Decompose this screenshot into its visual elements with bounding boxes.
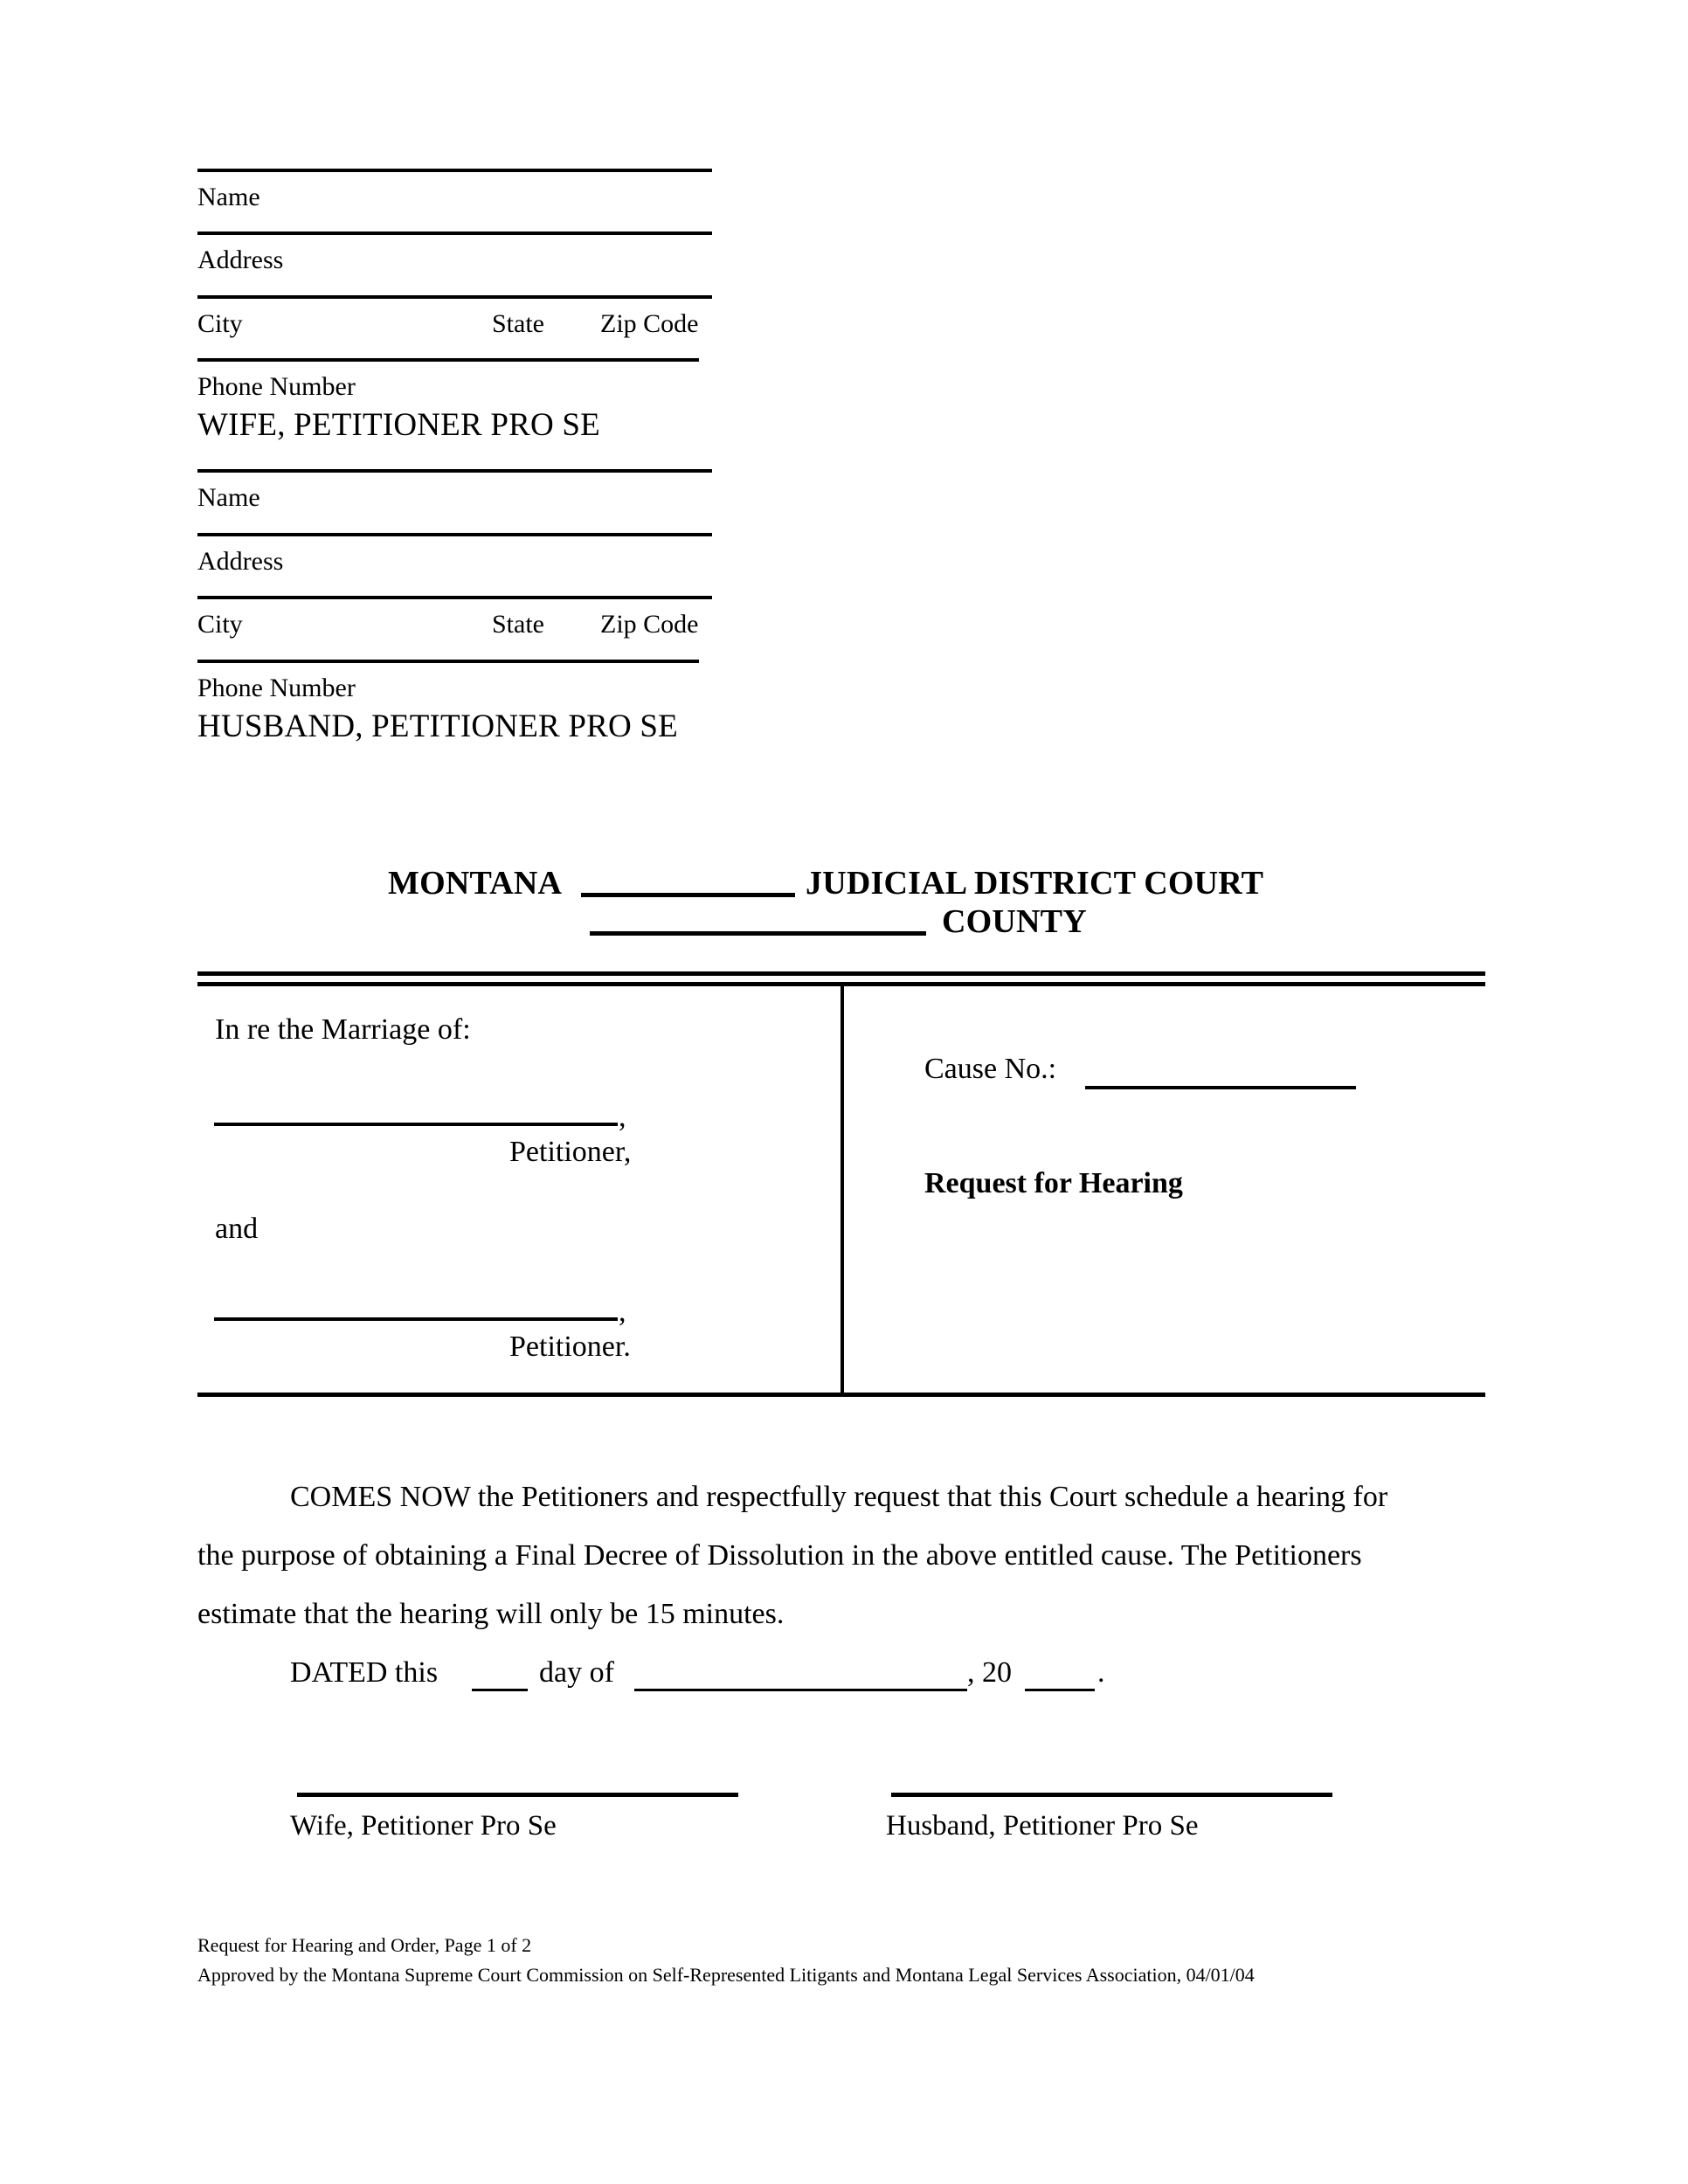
petitioner-one-name-blank[interactable] [214,1123,618,1126]
name-label-wife: Name [197,183,260,211]
address-rule-wife[interactable] [197,232,712,235]
signature-label-wife: Wife, Petitioner Pro Se [290,1810,557,1842]
footer-page-reference: Request for Hearing and Order, Page 1 of 2 [197,1934,532,1956]
petitioner-one-comma: , [619,1101,626,1133]
body-paragraph-line-2: the purpose of obtaining a Final Decree of Dissolution in the above entitled cause. The Petitioners [197,1539,1362,1572]
city-label-husband: City [197,610,243,639]
body-paragraph-line-3: estimate that the hearing will only be 15 minutes. [197,1598,785,1630]
city-label-wife: City [197,309,243,338]
caption-box-top-rule-outer [197,971,1485,976]
caption-document-title: Request for Hearing [924,1167,1183,1199]
dated-year-blank[interactable] [1025,1689,1095,1691]
county-name-blank[interactable] [590,931,926,936]
in-re-marriage-text: In re the Marriage of: [215,1013,471,1046]
name-label-husband: Name [197,483,260,512]
caption-box-bottom-rule [197,1393,1485,1397]
zip-code-label-wife: Zip Code [600,309,699,338]
footer-approval-statement: Approved by the Montana Supreme Court Commission on Self-Represented Litigants and Montana Legal Services Association, 04/01/04 [197,1964,1255,1986]
petitioner-two-name-blank[interactable] [214,1317,618,1321]
caption-conjunction-and: and [215,1213,259,1245]
phone-rule-husband[interactable] [197,660,699,663]
name-rule-husband[interactable] [197,469,712,473]
address-label-husband: Address [197,547,284,576]
phone-label-husband: Phone Number [197,674,356,702]
dated-prefix-text: DATED this [290,1656,439,1689]
state-label-husband: State [492,610,544,639]
petitioner-two-comma: , [619,1296,626,1328]
dated-day-blank[interactable] [472,1689,528,1691]
petitioner-two-label: Petitioner. [509,1330,631,1363]
judicial-district-blank[interactable] [581,893,795,897]
address-rule-husband[interactable] [197,533,712,536]
state-label-wife: State [492,309,544,338]
dated-year-prefix-text: , 20 [967,1656,1012,1689]
name-rule-wife[interactable] [197,169,712,172]
phone-label-wife: Phone Number [197,372,356,401]
zip-code-label-husband: Zip Code [600,610,699,639]
court-heading-county: COUNTY [942,903,1087,940]
dated-period-text: . [1097,1656,1105,1689]
cause-no-blank[interactable] [1085,1086,1356,1089]
party-role-husband: HUSBAND, PETITIONER PRO SE [197,708,678,744]
city-state-zip-rule-wife[interactable] [197,295,712,299]
city-state-zip-rule-husband[interactable] [197,596,712,599]
body-paragraph-line-1: COMES NOW the Petitioners and respectfully request that this Court schedule a hearing for [290,1481,1388,1513]
court-heading-district: JUDICIAL DISTRICT COURT [806,865,1264,902]
caption-box-vertical-divider [841,982,844,1394]
address-label-wife: Address [197,245,284,274]
phone-rule-wife[interactable] [197,358,699,362]
dated-month-blank[interactable] [634,1689,967,1691]
signature-line-husband[interactable] [891,1793,1332,1797]
dated-middle-text: day of [539,1656,614,1689]
party-role-wife: WIFE, PETITIONER PRO SE [197,407,600,443]
signature-label-husband: Husband, Petitioner Pro Se [886,1810,1199,1842]
petitioner-one-label: Petitioner, [509,1136,632,1168]
court-heading-state: MONTANA [388,865,563,902]
signature-line-wife[interactable] [297,1793,738,1797]
cause-no-label: Cause No.: [924,1053,1057,1085]
